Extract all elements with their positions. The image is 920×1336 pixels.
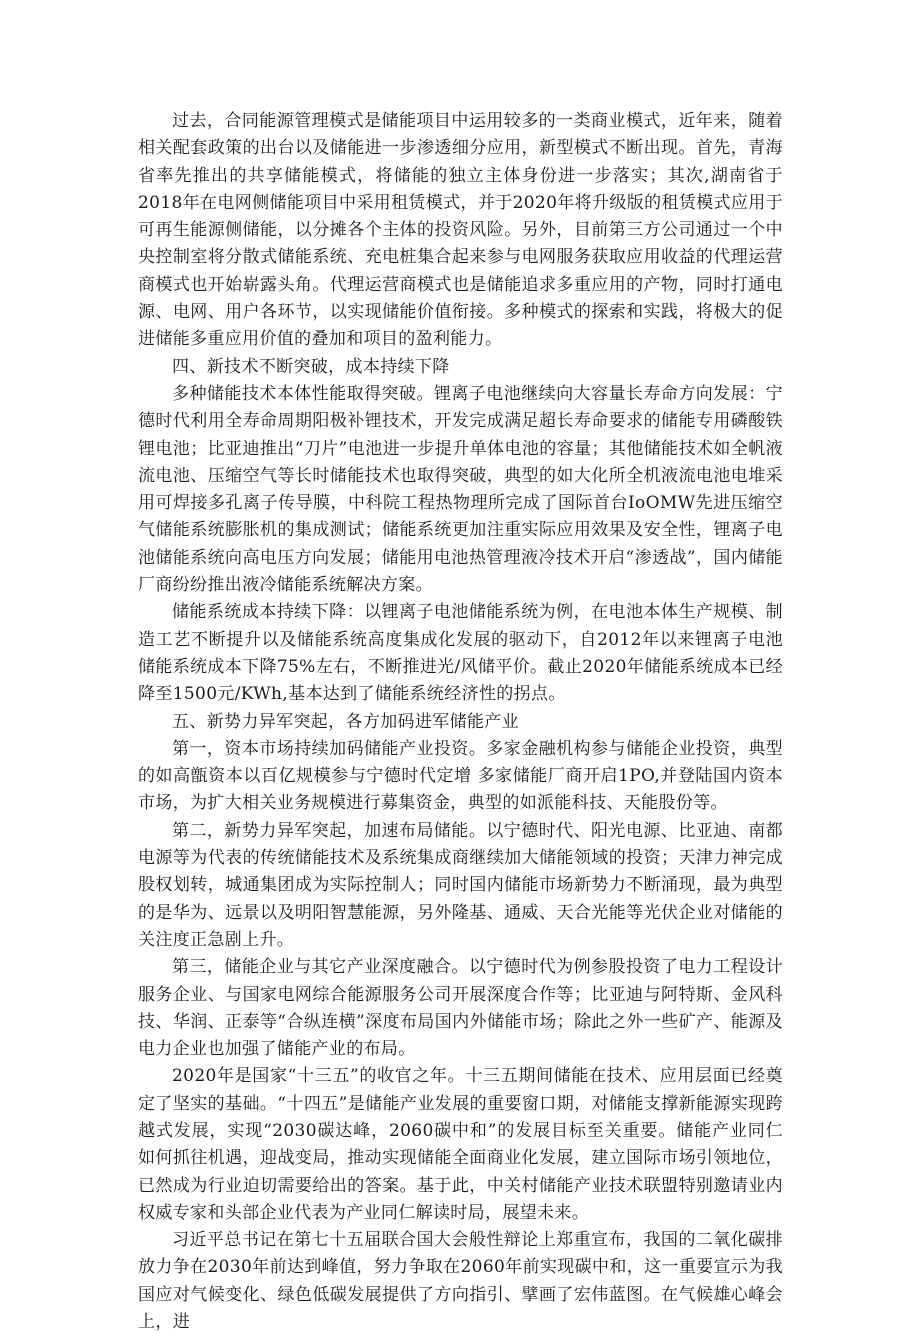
paragraph-industry-integration: 第三，储能企业与其它产业深度融合。以宁德时代为例参股投资了电力工程设计服务企业、与国家电网综合能源服务公司开展深度合作等；比亚迪与阿特斯、金风科技、华润、正泰等“合纵连横”深度布局国内外储能市场；除此之外一些矿产、能源及电力企业也加强了储能产业的布局。 <box>138 957 783 1060</box>
section-heading-4: 四、新技术不断突破，成本持续下降 <box>172 356 450 377</box>
paragraph-carbon-neutrality: 习近平总书记在第七十五届联合国大会般性辩论上郑重宣布，我国的二氧化碳排放力争在2030年前达到峰值，努力争取在2060年前实现碳中和，这一重要宣示为我国应对气候变化、绿色低碳发展提供了方向指引、擘画了宏伟蓝图。在气候雄心峰会上，进 <box>138 1230 783 1333</box>
section-heading-5: 五、新势力异军突起，各方加码进军储能产业 <box>172 711 519 732</box>
paragraph-tech-breakthroughs: 多种储能技术本体性能取得突破。锂离子电池继续向大容量长寿命方向发展：宁德时代利用全寿命周期阳极补锂技术，开发完成满足超长寿命要求的储能专用磷酸铁锂电池；比亚迪推出“刀片”电池进一步提升单体电池的容量；其他储能技术如全帆液流电池、压缩空气等长时储能技术也取得突破，典型的如大化所全机液流电池电堆采用可焊接多孔离子传导膜，中科院工程热物理所完成了国际首台IoOMW先进压缩空气储能系统膨胀机的集成测试；储能系统更加注重实际应用效果及安全性，锂离子电池储能系统向高电压方向发展；储能用电池热管理液冷技术开启“渗透战”，国内储能厂商纷纷推出液冷储能系统解决方案。 <box>138 383 783 596</box>
paragraph-new-forces: 第二，新势力异军突起，加速布局储能。以宁德时代、阳光电源、比亚迪、南都电源等为代表的传统储能技术及系统集成商继续加大储能领域的投资；天津力神完成股权划转，城通集团成为实际控制人；同时国内储能市场新势力不断涌现，最为典型的是华为、远景以及明阳智慧能源，另外隆基、通威、天合光能等光伏企业对储能的关注度正急剧上升。 <box>138 820 783 950</box>
paragraph-business-models: 过去，合同能源管理模式是储能项目中运用较多的一类商业模式，近年来，随着相关配套政策的出台以及储能进一步渗透细分应用，新型模式不断出现。首先，青海省率先推出的共享储能模式，将储能的独立主体身份进一步落实；其次,湖南省于2018年在电网侧储能项目中采用租赁模式，并于2020年将升级版的租赁模式应用于可再生能源侧储能，以分摊各个主体的投资风险。另外，目前第三方公司通过一个中央控制室将分散式储能系统、充电桩集合起来参与电网服务获取应用收益的代理运营商模式也开始崭露头角。代理运营商模式也是储能追求多重应用的产物，同时打通电源、电网、用户各环节，以实现储能价值衔接。多种模式的探索和实践，将极大的促进储能多重应用价值的叠加和项目的盈利能力。 <box>138 111 783 350</box>
paragraph-2020-summary: 2020年是国家“十三五”的收官之年。十三五期间储能在技术、应用层面已经奠定了坚实的基础。“十四五”是储能产业发展的重要窗口期，对储能支撑新能源实现跨越式发展，实现“2030碳达峰，2060碳中和”的发展目标至关重要。储能产业同仁如何抓往机遇，迎战变局，推动实现储能全面商业化发展，建立国际市场引领地位，已然成为行业迫切需要给出的答案。基于此，中关村储能产业技术联盟特别邀请业内权威专家和头部企业代表为产业同仁解读时局，展望未来。 <box>138 1066 783 1223</box>
document-body <box>138 108 783 1336</box>
paragraph-capital-markets: 第一，资本市场持续加码储能产业投资。多家金融机构参与储能企业投资，典型的如高甑资本以百亿规模参与宁德时代定增 多家储能厂商开启1PO,并登陆国内资本市场，为扩大相关业务规模进行募集资金，典型的如派能科技、天能股份等。 <box>138 738 783 814</box>
paragraph-cost-decline: 储能系统成本持续下降：以锂离子电池储能系统为例，在电池本体生产规模、制造工艺不断提升以及储能系统高度集成化发展的驱动下，自2012年以来锂离子电池储能系统成本下降75%左右，不断推进光/风储平价。截止2020年储能系统成本已经降至1500元/KWh,基本达到了储能系统经济性的拐点。 <box>138 602 783 705</box>
